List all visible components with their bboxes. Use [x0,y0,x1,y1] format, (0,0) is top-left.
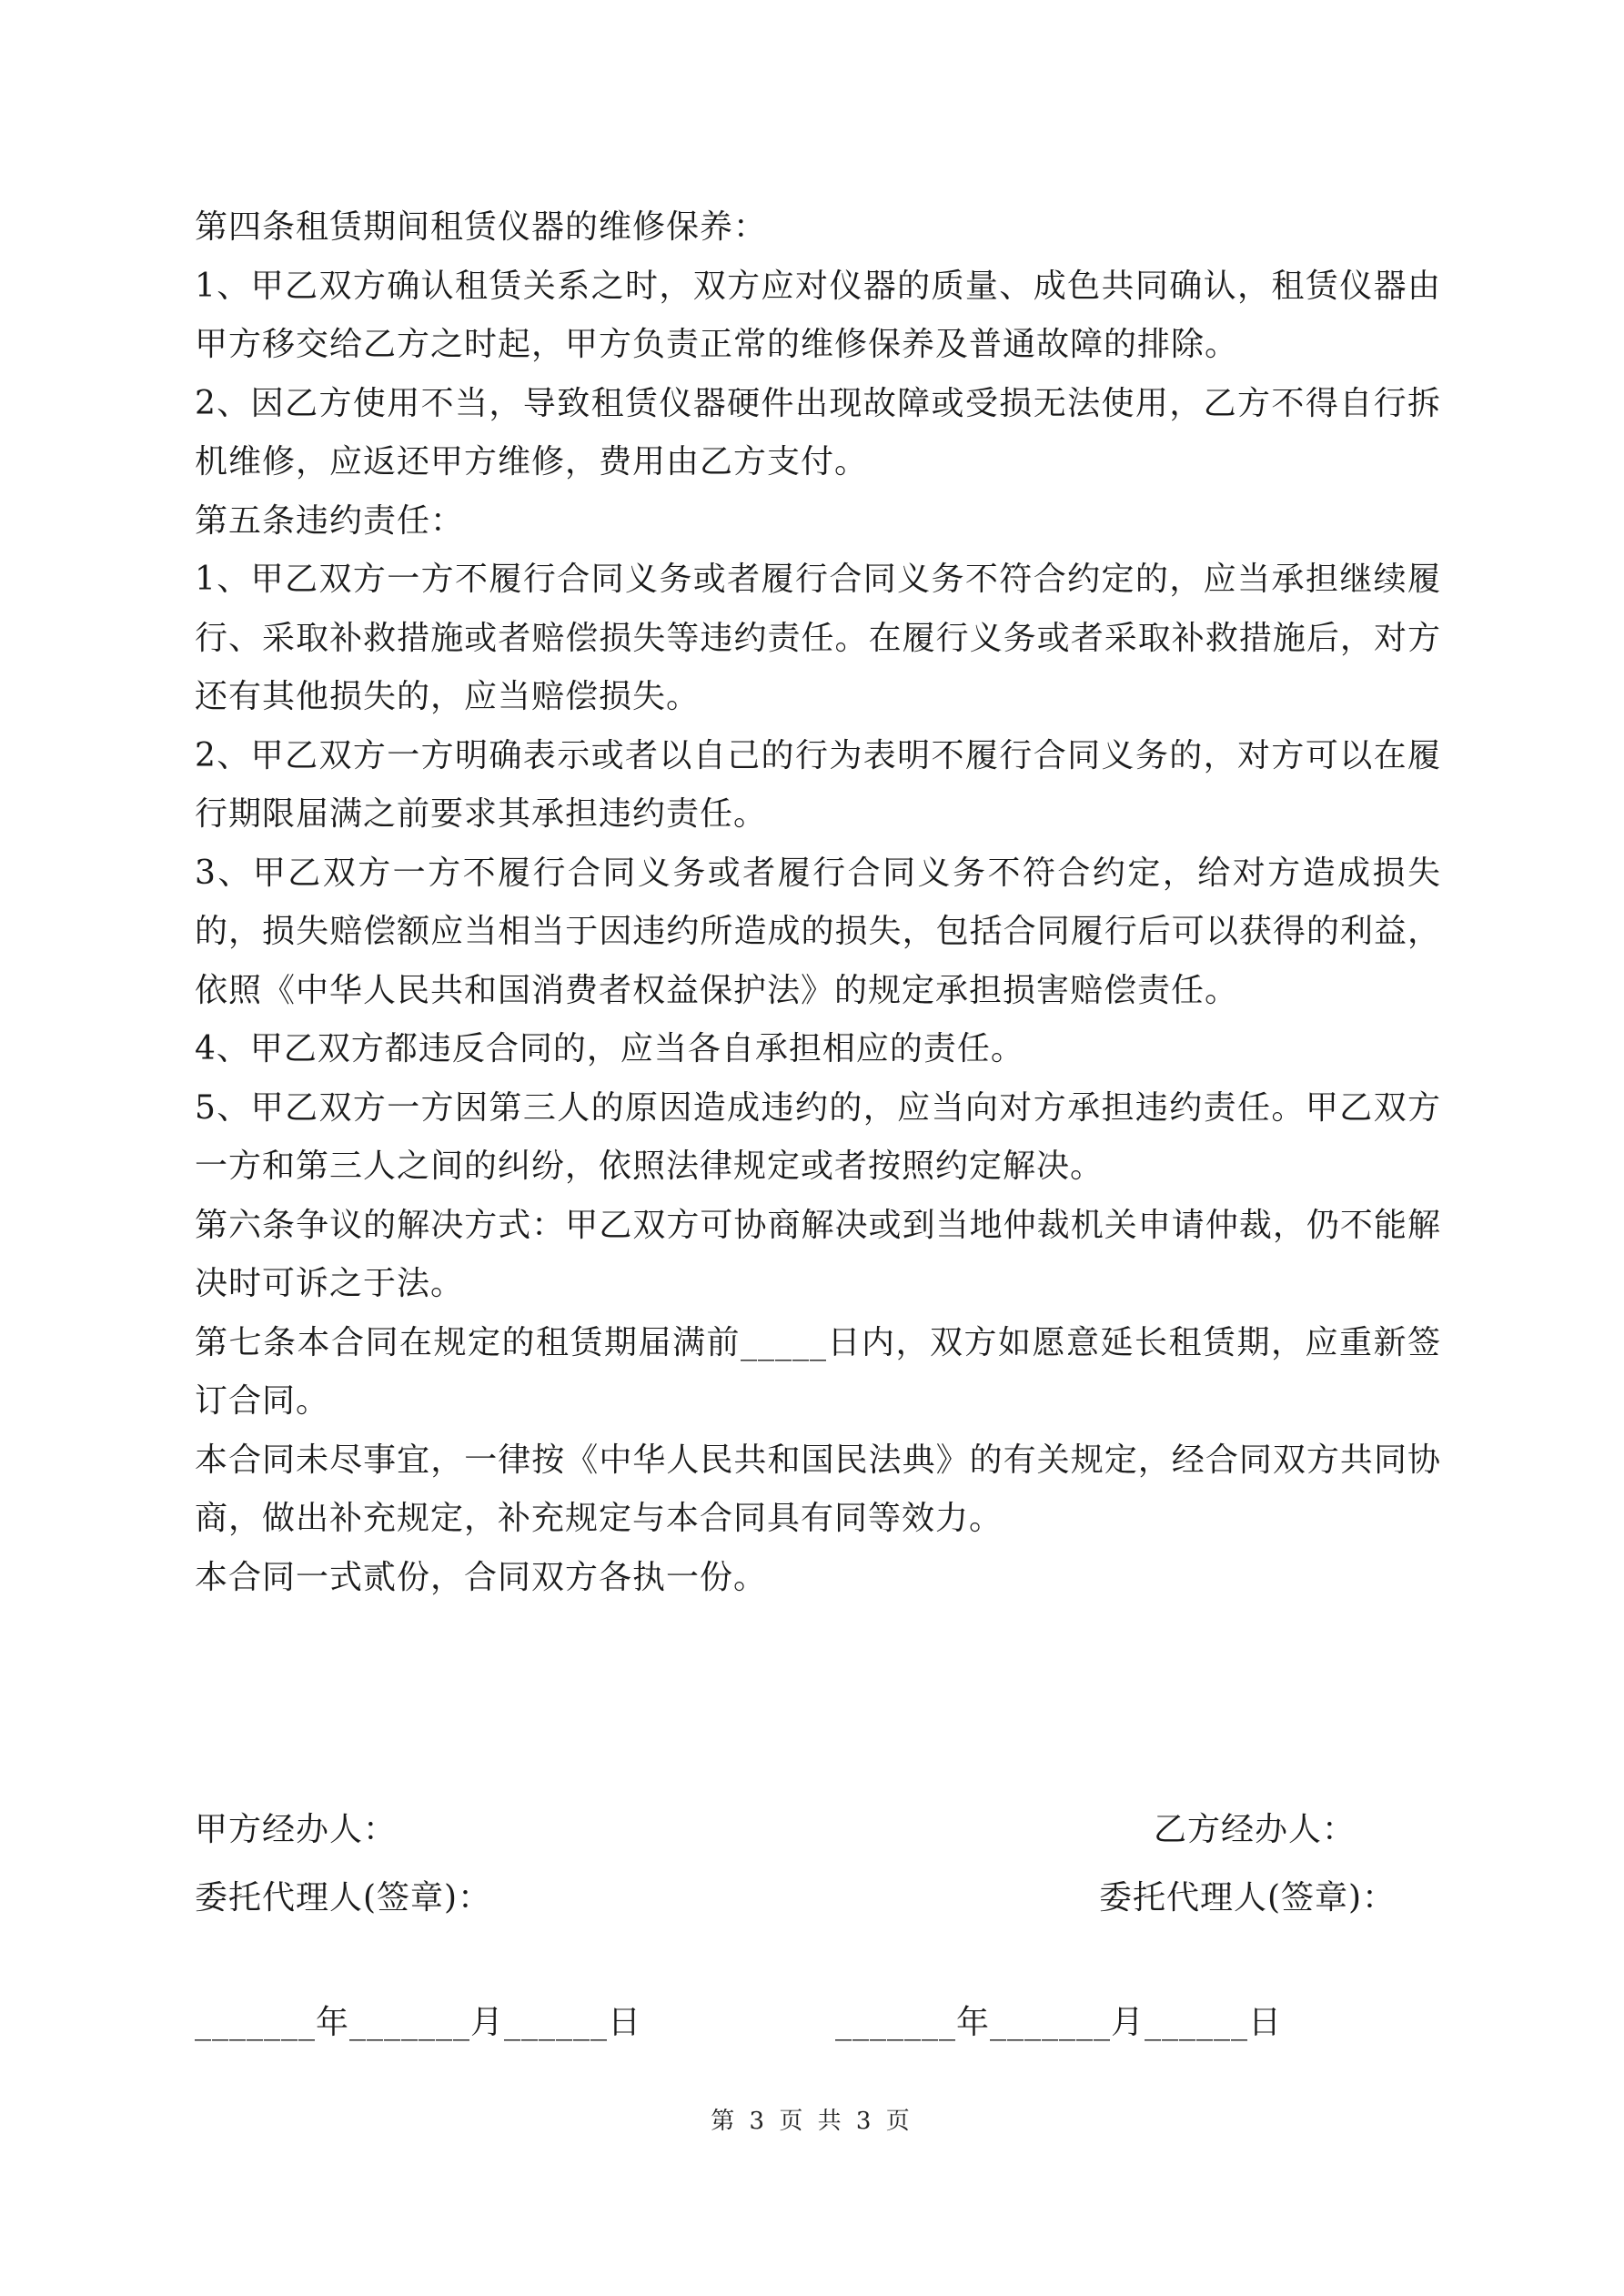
article-4-clause-2: 2、因乙方使用不当，导致租赁仪器硬件出现故障或受损无法使用，乙方不得自行拆机维修，应返还甲方维修，费用由乙方支付。 [195,384,1441,480]
article-4-heading: 第四条租赁期间租赁仪器的维修保养： [195,208,768,246]
article-6-paragraph: 第六条争议的解决方式：甲乙双方可协商解决或到当地仲裁机关申请仲裁，仍不能解决时可诉之于法。 [195,1206,1441,1302]
party-a-date-line: _______年_______月______日 [195,2004,641,2041]
party-b-proxy-label: 委托代理人(签章)： [1099,1879,1397,1917]
article-4-clause-1: 1、甲乙双方确认租赁关系之时，双方应对仪器的质量、成色共同确认，租赁仪器由甲方移交给乙方之时起，甲方负责正常的维修保养及普通故障的排除。 [195,267,1441,363]
article-5-clause-3: 3、甲乙双方一方不履行合同义务或者履行合同义务不符合约定，给对方造成损失的，损失赔偿额应当相当于因违约所造成的损失，包括合同履行后可以获得的利益，依照《中华人民共和国消费者权益保护法》的规定承担损害赔偿责任。 [195,854,1441,1009]
article-5-clause-4: 4、甲乙双方都违反合同的，应当各自承担相应的责任。 [195,1030,1024,1067]
party-b-agent-label: 乙方经办人： [1154,1811,1357,1848]
contract-body [195,198,1441,1607]
party-a-proxy-label: 委托代理人(签章)： [195,1879,492,1917]
page-number-footer: 第 3 页 共 3 页 [711,2108,913,2135]
party-b-date-line: _______年_______月______日 [835,2004,1282,2041]
article-5-heading: 第五条违约责任： [195,501,465,540]
article-7-paragraph: 第七条本合同在规定的租赁期届满前_____日内，双方如愿意延长租赁期，应重新签订合同。 [195,1323,1441,1420]
copies-paragraph: 本合同一式贰份，合同双方各执一份。 [195,1558,768,1596]
supplementary-paragraph: 本合同未尽事宜，一律按《中华人民共和国民法典》的有关规定，经合同双方共同协商，做出补充规定，补充规定与本合同具有同等效力。 [195,1441,1441,1537]
article-5-clause-5: 5、甲乙双方一方因第三人的原因造成违约的，应当向对方承担违约责任。甲乙双方一方和第三人之间的纠纷，依照法律规定或者按照约定解决。 [195,1088,1441,1185]
article-5-clause-2: 2、甲乙双方一方明确表示或者以自己的行为表明不履行合同义务的，对方可以在履行期限届满之前要求其承担违约责任。 [195,736,1441,833]
party-a-agent-label: 甲方经办人： [195,1811,398,1848]
article-5-clause-1: 1、甲乙双方一方不履行合同义务或者履行合同义务不符合约定的，应当承担继续履行、采取补救措施或者赔偿损失等违约责任。在履行义务或者采取补救措施后，对方还有其他损失的，应当赔偿损失。 [195,561,1441,715]
